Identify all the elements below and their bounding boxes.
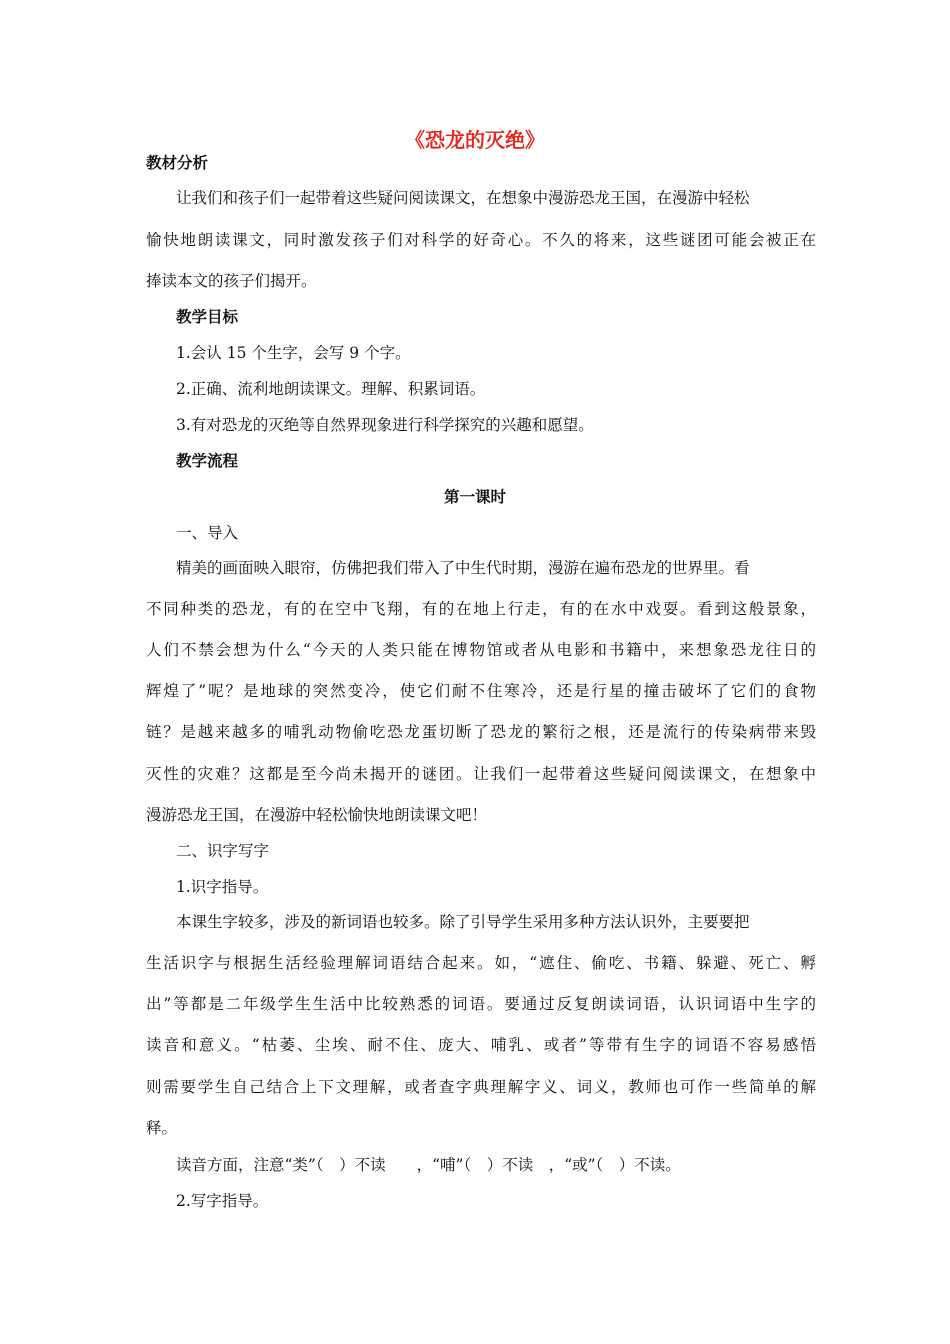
part1-line: 链？是越来越多的哺乳动物偷吃恐龙蛋切断了恐龙的繁衍之根，还是流行的传染病带来毁 (146, 723, 816, 741)
analysis-line: 愉快地朗读课文，同时激发孩子们对科学的好奇心。不久的将来，这些谜团可能会被正在 (146, 231, 816, 249)
part1-line: 精美的画面映入眼帘，仿佛把我们带入了中生代时期，漫游在遍布恐龙的世界里。看 (176, 559, 750, 577)
lesson-heading: 第一课时 (443, 487, 506, 506)
part1-line: 不同种类的恐龙，有的在空中飞翔，有的在地上行走，有的在水中戏耍。看到这般景象， (146, 600, 816, 618)
part2-line: 读音和意义。“枯萎、尘埃、耐不住、庞大、哺乳、或者”等带有生字的词语不容易感悟 (146, 1036, 816, 1054)
analysis-line: 让我们和孩子们一起带着这些疑问阅读课文，在想象中漫游恐龙王国，在漫游中轻松 (176, 189, 750, 207)
part1-line: 辉煌了”呢？是地球的突然变冷，使它们耐不住寒冷，还是行星的撞击破坏了它们的食物 (146, 682, 816, 700)
goal-item: 1.会认 15 个生字，会写 9 个字。 (176, 344, 411, 362)
part2-line: 释。 (146, 1119, 178, 1137)
part2-line: 本课生字较多，涉及的新词语也较多。除了引导学生采用多种方法认识外，主要要把 (176, 913, 750, 931)
process-heading: 教学流程 (176, 451, 239, 470)
part2-line: 出”等都是二年级学生生活中比较熟悉的词语。要通过反复朗读词语，认识词语中生字的 (146, 995, 816, 1013)
part1-line: 漫游恐龙王国，在漫游中轻松愉快地朗读课文吧！ (146, 806, 488, 824)
pronunciation-note: 读音方面，注意“类”（ ）不读 ，“哺”（ ）不读 ，“或”（ ）不读。 (176, 1156, 681, 1174)
goals-heading: 教学目标 (176, 307, 239, 326)
goal-item: 2.正确、流利地朗读课文。理解、积累词语。 (176, 380, 486, 398)
part2-subheading: 1.识字指导。 (176, 878, 269, 896)
part1-line: 人们不禁会想为什么“今天的人类只能在博物馆或者从电影和书籍中，来想象恐龙往日的 (146, 641, 816, 659)
document-title: 《恐龙的灭绝》 (405, 128, 545, 152)
goal-item: 3.有对恐龙的灭绝等自然界现象进行科学探究的兴趣和愿望。 (176, 416, 594, 434)
part2-subheading: 2.写字指导。 (176, 1192, 269, 1210)
part1-heading: 一、导入 (176, 524, 239, 542)
analysis-heading: 教材分析 (146, 153, 209, 172)
part1-line: 灭性的灾难？这都是至今尚未揭开的谜团。让我们一起带着这些疑问阅读课文，在想象中 (146, 765, 816, 783)
part2-line: 则需要学生自己结合上下文理解，或者查字典理解字义、词义，教师也可作一些简单的解 (146, 1078, 816, 1096)
part2-line: 生活识字与根据生活经验理解词语结合起来。如，“遮住、偷吃、书籍、躲避、死亡、孵 (146, 954, 816, 972)
part2-heading: 二、识字写字 (176, 842, 270, 860)
analysis-line: 捧读本文的孩子们揭开。 (146, 272, 317, 290)
